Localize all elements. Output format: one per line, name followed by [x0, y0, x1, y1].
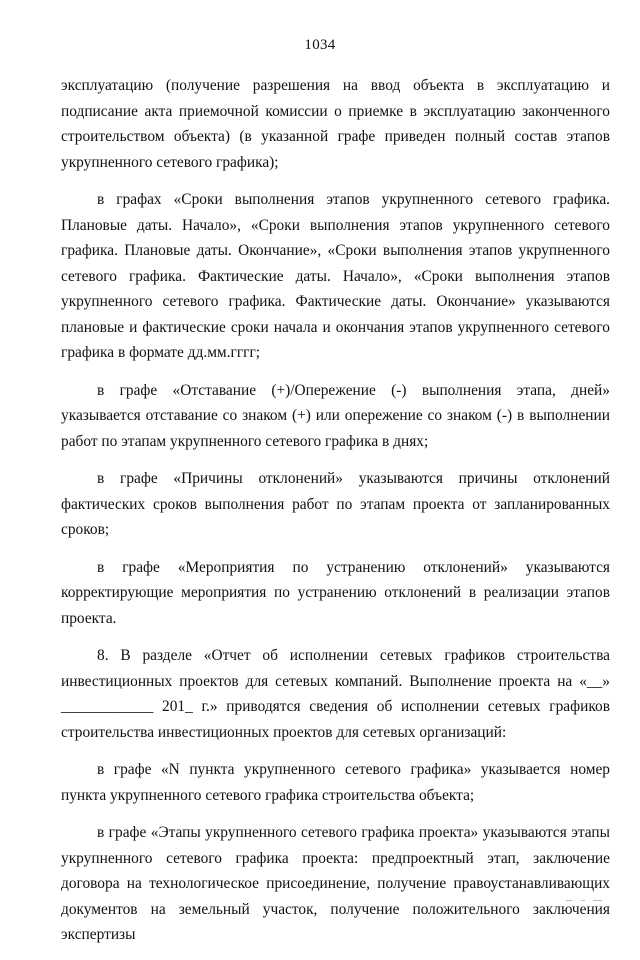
- paragraph-section-8: 8. В разделе «Отчет об исполнении сетевых графиков строительства инвестиционных проектов для сетевых компаний. Выполнение проекта на «__» ____________ 201_ г.» приводятся сведения об исполнении сетевых графиков строительства инвестиционных проектов для сетевых организаций:: [61, 647, 610, 741]
- document-body: [61, 73, 610, 960]
- scan-artifact: [581, 900, 585, 901]
- paragraph-stage-dates: в графах «Сроки выполнения этапов укрупненного сетевого графика. Плановые даты. Начало», «Сроки выполнения этапов укрупненного сетевого графика. Плановые даты. Окончание», «Сроки выполнения этапов укрупненного сетевого графика. Фактические даты. Начало», «Сроки выполнения этапов укрупненного сетевого графика. Фактические даты. Окончание» указываются плановые и фактические сроки начала и окончания этапов укрупненного сетевого графика в формате дд.мм.гггг;: [61, 191, 610, 361]
- paragraph-deviation-reasons: в графе «Причины отклонений» указываются причины отклонений фактических сроков выполнения работ по этапам проекта от запланированных сроков;: [61, 470, 610, 538]
- paragraph-operation-stage: эксплуатацию (получение разрешения на ввод объекта в эксплуатацию и подписание акта приемочной комиссии о приемке в эксплуатацию законченного строительством объекта) (в указанной графе приведен полный состав этапов укрупненного сетевого графика);: [61, 77, 610, 171]
- page-number: 1034: [304, 37, 336, 53]
- scan-artifact: [593, 900, 602, 901]
- paragraph-corrective-measures: в графе «Мероприятия по устранению отклонений» указываются корректирующие мероприятия по устранению отклонений в реализации этапов проекта.: [61, 558, 610, 627]
- paragraph-lag-advance: в графе «Отставание (+)/Опережение (-) выполнения этапа, дней» указывается отставание со знаком (+) или опережение со знаком (-) в выполнении работ по этапам укрупненного сетевого графика в днях;: [61, 381, 610, 450]
- paragraph-item-number: в графе «N пункта укрупненного сетевого графика» указывается номер пункта укрупненного сетевого графика строительства объекта;: [61, 761, 610, 804]
- paragraph-network-stages: в графе «Этапы укрупненного сетевого графика проекта» указываются этапы укрупненного сетевого графика проекта: предпроектный этап, заключение договора на технологическое присоединение, получение правоустанавливающих документов на земельный участок, получение положительного заключения экспертизы: [61, 824, 610, 943]
- scan-artifact: [566, 900, 572, 901]
